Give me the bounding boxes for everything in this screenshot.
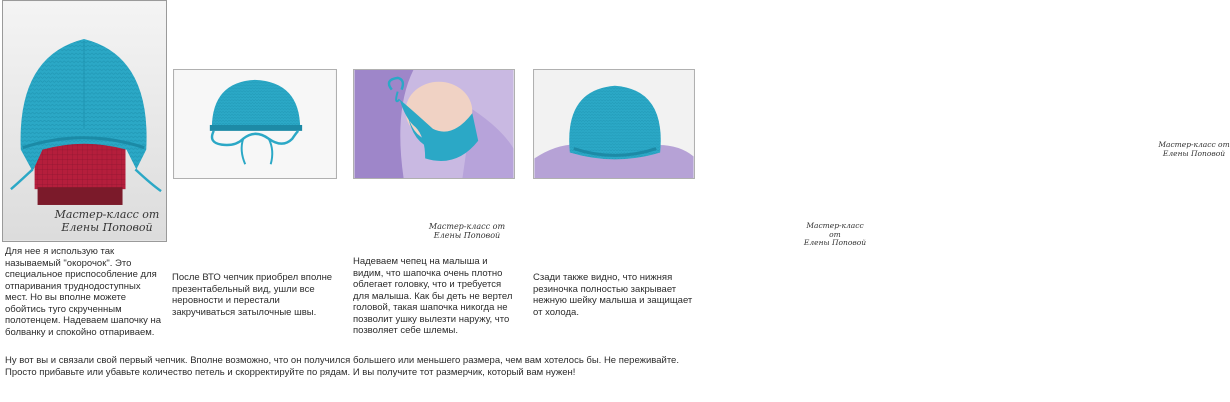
watermark-caption: Мастер-класс от Елены Поповой <box>428 222 506 241</box>
photo-cap-back-view <box>533 69 1230 179</box>
cap-on-form-illustration <box>3 1 166 241</box>
watermark-caption: Мастер-класс от Елены Поповой <box>54 208 160 234</box>
cap-back-view-illustration <box>534 70 694 178</box>
conclusion-text: Ну вот вы и связали свой первый чепчик. Вполне возможно, что он получился большего или меньшего размера, чем вам хотелось бы. Не переживайте. Просто прибавьте или убавьте количество петель и скорректируйте по рядам. И вы получите тот размерчик, который вам нужен! <box>5 355 679 378</box>
step-text-form: Для нее я использую так называемый "окорочок". Это специальное приспособление для отпаривания труднодоступных мест. Но вы вполне можете обойтись туго скрученным полотенцем. Надеваем шапочку на болванку и спокойно отпариваем. <box>5 246 162 338</box>
cap-flat-illustration <box>174 70 336 178</box>
photo-cap-on-form <box>2 0 167 242</box>
watermark-caption: Мастер-класс от Елены Поповой <box>1158 140 1230 158</box>
photo-baby-in-cap <box>353 69 867 248</box>
photo-cap-flat <box>173 69 506 241</box>
watermark-caption: Мастер-класс от Елены Поповой <box>803 221 867 248</box>
baby-in-cap-illustration <box>354 70 514 178</box>
step-text-on-baby: Надеваем чепец на малыша и видим, что шапочка очень плотно облегает головку, что и требуется для малыша. Как бы деть не вертел головой, такая шапочка никогда не позволит ушку вылезти наружу, что позволяет себе шлемы. <box>353 256 513 336</box>
step-text-after-steam: После ВТО чепчик приобрел вполне презентабельный вид, ушли все неровности и перестали закручиваться затылочные швы. <box>172 272 333 318</box>
step-text-back-view: Сзади также видно, что нижняя резиночка полностью закрывает нежную шейку малыша и защищает от холода. <box>533 272 693 318</box>
